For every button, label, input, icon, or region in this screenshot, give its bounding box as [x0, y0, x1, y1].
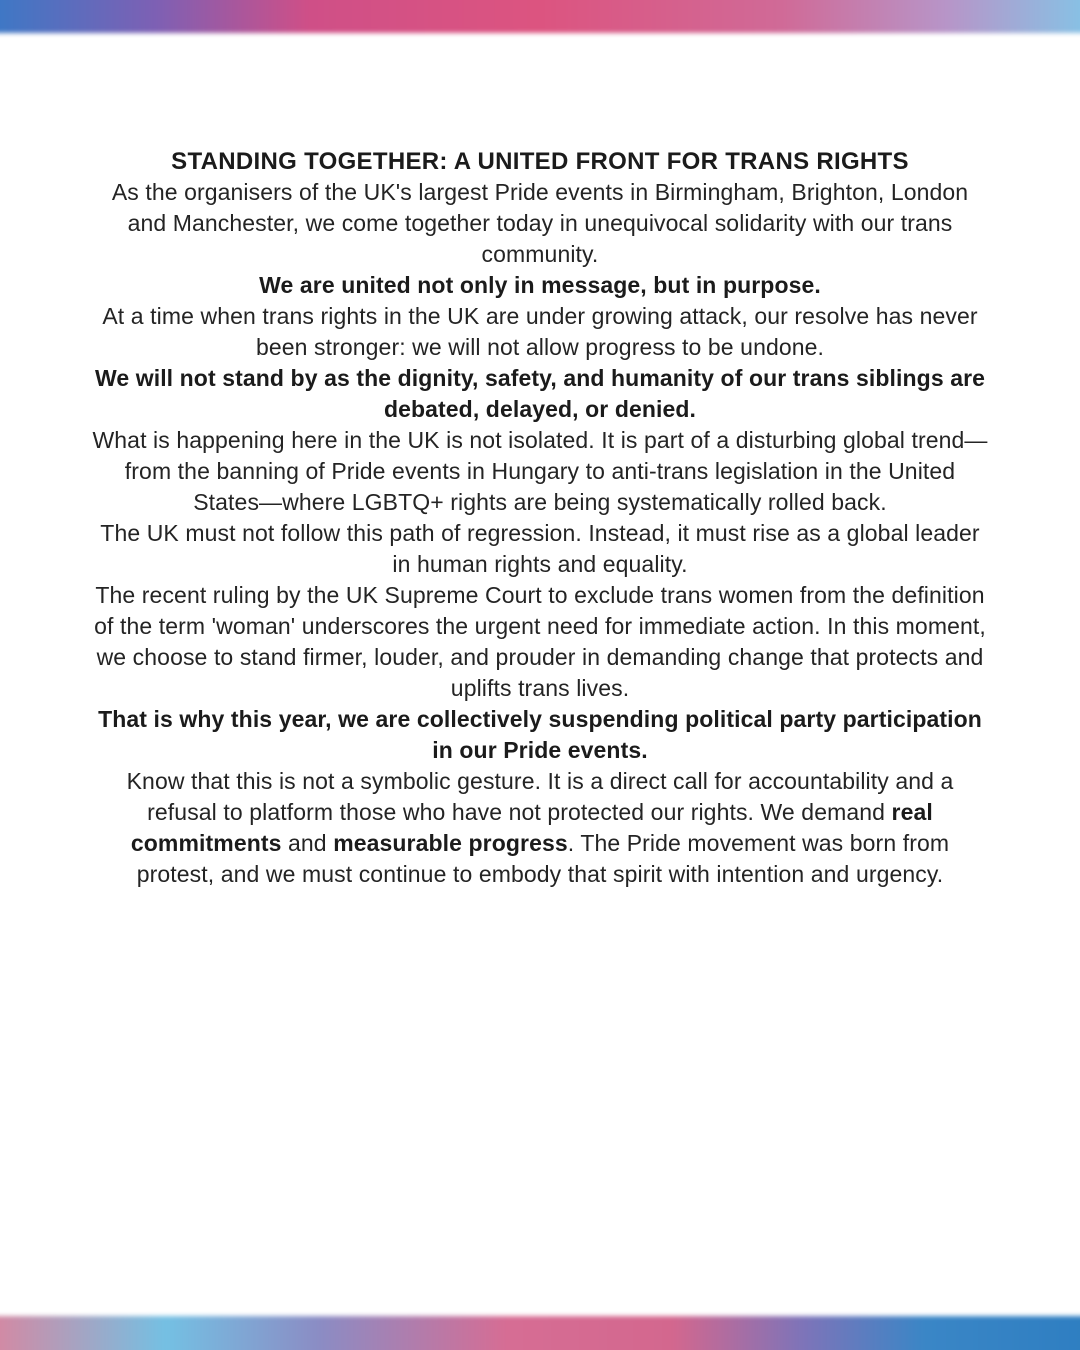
bottom-gradient-border — [0, 1316, 1080, 1350]
paragraph-supreme-court — [90, 580, 990, 704]
paragraph-text: and — [281, 830, 334, 856]
paragraph-text: As the organisers of the UK's largest Pride events in Birmingham, Brighton, London and Manchester, we come together today in unequivocal solidarity with our trans community. — [111, 179, 969, 267]
paragraph-suspension-announcement — [90, 704, 990, 766]
paragraph-text: Know that this is not a symbolic gesture. It is a direct call for accountability and a refusal to platform those who have not protected our rights. We demand — [126, 768, 954, 825]
statement-body — [90, 146, 990, 890]
paragraph-text: At a time when trans rights in the UK are under growing attack, our resolve has never been stronger: we will not allow progress to be undone. — [102, 303, 978, 360]
page-title: STANDING TOGETHER: A UNITED FRONT FOR TRANS RIGHTS — [171, 148, 909, 175]
paragraph-text: The UK must not follow this path of regression. Instead, it must rise as a global leader in human rights and equality. — [100, 520, 980, 577]
paragraph-global-trend — [90, 425, 990, 518]
paragraph-resolve — [90, 301, 990, 425]
paragraph-emphasis-text: real commitments — [130, 799, 933, 856]
paragraph-closing — [90, 766, 990, 890]
paragraph-intro — [90, 177, 990, 270]
paragraph-text: What is happening here in the UK is not isolated. It is part of a disturbing global trend—from the banning of Pride events in Hungary to anti-trans legislation in the United States—where LGBTQ+ rights are being systematically rolled back. — [92, 427, 988, 515]
paragraph-uk-path — [90, 518, 990, 580]
paragraph-united-statement — [90, 270, 990, 301]
paragraph-text: The recent ruling by the UK Supreme Court to exclude trans women from the definition of the term 'woman' underscores the urgent need for immediate action. In this moment, we choose to stand firmer, louder, and prouder in demanding change that protects and uplifts trans lives. — [94, 582, 986, 701]
paragraph-emphasis-text: We will not stand by as the dignity, safety, and humanity of our trans siblings are debated, delayed, or denied. — [94, 365, 986, 422]
paragraph-text: That is why this year, we are collectively suspending political party participation in our Pride events. — [98, 706, 982, 763]
paragraph-emphasis-text: measurable progress — [333, 830, 568, 856]
paragraph-text: We are united not only in message, but in purpose. — [259, 272, 821, 298]
top-gradient-border — [0, 0, 1080, 33]
paragraph-text: . The Pride movement was born from protest, and we must continue to embody that spirit with intention and urgency. — [136, 830, 950, 887]
